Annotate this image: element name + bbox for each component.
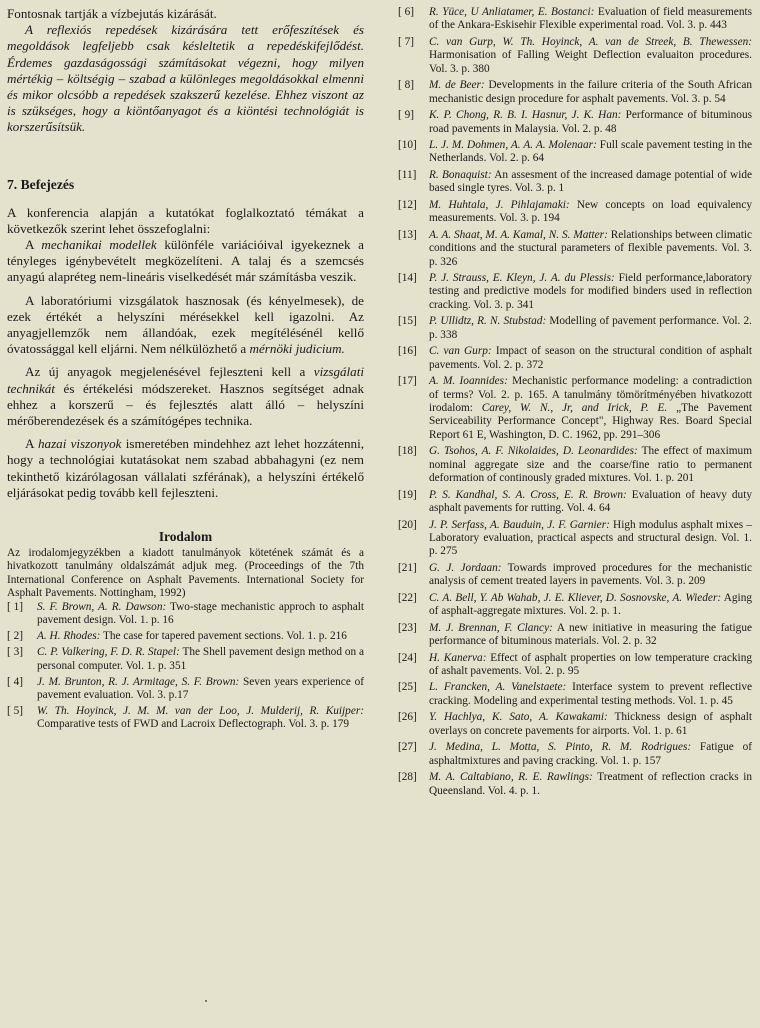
reference-body (429, 375, 752, 442)
reference-item (398, 489, 752, 516)
reference-item (398, 79, 752, 106)
paragraph-mechanikai-emph: mechanikai modellek (41, 237, 157, 253)
reference-body (429, 771, 752, 798)
reference-authors: C. van Gurp, W. Th. Hoyinck, A. van de Streek, B. Thewessen: (429, 35, 752, 48)
paragraph-hazai-a: A (25, 436, 38, 452)
reference-body (429, 622, 752, 649)
reference-body (429, 79, 752, 106)
paragraph-uj-anyagok (7, 364, 364, 429)
reference-cited-authors: Carey, W. N., Jr, and Irick, P. E. (481, 402, 668, 414)
reference-title: The effect of maximum nominal aggregate size and the coarse/fine ratio to permanent deformation of continously graded mixtures. Vol. 1. p. 201 (429, 445, 752, 485)
reference-body (429, 199, 752, 226)
reference-item (398, 622, 752, 649)
reference-body (429, 681, 752, 708)
paragraph-hazai-emph: hazai viszonyok (37, 436, 122, 452)
reference-number: [24] (398, 651, 417, 664)
reference-item (7, 705, 364, 732)
reference-title: Harmonisation of Falling Weight Deflection evaluaiton procedures. Vol. 3. p. 380 (429, 49, 752, 75)
reference-authors: H. Kanerva: (429, 651, 487, 664)
reference-title: Mechanistic performance modeling: a contradiction of terms? Vol. 2. p. 165. A tanulmány tömörítményében hivatkozott irodalom: (429, 375, 752, 414)
reference-authors: P. S. Kandhal, S. A. Cross, E. R. Brown: (429, 488, 627, 501)
reference-number: [16] (398, 345, 417, 358)
reference-title: Developments in the failure criteria of the South African mechanistic design procedure for asphalt pavements. Vol. 3. p. 54 (429, 79, 752, 105)
reference-body (429, 6, 752, 33)
reference-number: [21] (398, 561, 417, 574)
paragraph-mechanikai-b: különféle variációival igyekeznek a tényleges igénybevételt megközelíteni. A talaj és a szemcsés anyagú alapréteg nem-lineáris viselkedését már számításba veszik. (7, 237, 364, 285)
reference-number: [ 8] (398, 79, 414, 92)
reference-item (398, 741, 752, 768)
reference-title: New concepts on load equivalency measurements. Vol. 3. p. 194 (429, 198, 752, 225)
reference-number: [ 9] (398, 109, 414, 122)
reference-authors: A. A. Shaat, M. A. Kamal, N. S. Matter: (429, 228, 608, 241)
reference-authors: Y. Hachlya, K. Sato, A. Kawakami: (429, 711, 608, 724)
reference-item (398, 562, 752, 589)
reference-title: Effect of asphalt properties on low temperature cracking of ashalt pavements. Vol. 2. p. 95 (429, 651, 752, 677)
reference-item (398, 519, 752, 559)
paragraph-laboratoriumi-a: A laboratóriumi vizsgálatok hasznosak (és kényelmesek), de ezek értékét a helyszíni mérésekkel kell igazolni. Az anyagjellemzők nem állandóak, ezek megítélésénél kellő óvatossággal kell eljárni. Nem nélkülözhető a (7, 292, 364, 357)
reference-authors: L. Francken, A. Vanelstaete: (429, 681, 567, 694)
reference-item (398, 771, 752, 798)
reference-item (7, 676, 364, 703)
reference-body (37, 646, 364, 673)
left-column (7, 6, 364, 734)
reference-title: Treatment of reflection cracks in Queensland. Vol. 4. p. 1. (429, 771, 753, 797)
reference-title: Towards improved procedures for the mechanistic analysis of cement treated layers in pavements. Vol. 3. p. 209 (429, 561, 752, 588)
reference-authors: A. H. Rhodes: (37, 630, 101, 643)
reference-number: [10] (398, 139, 417, 152)
reference-authors: K. P. Chong, R. B. I. Hasnur, J. K. Han: (429, 109, 622, 122)
reference-authors: J. M. Brunton, R. J. Armitage, S. F. Brown: (37, 675, 240, 688)
reference-body (429, 489, 752, 516)
paragraph-konferencia-text: A konferencia alapján a kutatókat foglalkoztató témákat a következők szerint lehet összefoglalni: (7, 204, 364, 236)
reference-title: Seven years experience of pavement evaluation. Vol. 3. p.17 (37, 675, 364, 701)
reference-item (398, 169, 752, 196)
reference-body (429, 345, 752, 372)
reference-number: [11] (398, 168, 417, 181)
reference-authors: M. Huhtala, J. Pihlajamaki: (429, 198, 570, 211)
reference-authors: P. Ullidtz, R. N. Stubstad: (429, 315, 547, 328)
reference-body (429, 229, 752, 269)
reference-title: Evaluation of heavy duty asphalt pavements for rutting. Vol. 4. 64 (429, 488, 752, 515)
reference-body (429, 741, 752, 768)
reference-title: Impact of season on the structural condition of asphalt pavements. Vol. 2. p. 372 (429, 345, 753, 371)
reference-number: [12] (398, 198, 417, 211)
paragraph-laboratoriumi-emph: mérnöki judicium. (249, 341, 345, 357)
reference-number: [20] (398, 518, 417, 531)
reference-number: [ 1] (7, 600, 23, 613)
reference-title: An assesment of the increased damage potential of wide based single tyres. Vol. 3. p. 1 (429, 168, 752, 195)
reference-list-left (7, 601, 364, 732)
reference-title: Fatigue of asphaltmixtures and paving cracking. Vol. 1. p. 157 (429, 741, 752, 767)
reference-body (429, 169, 752, 196)
reference-body (429, 519, 752, 559)
reference-body (429, 592, 752, 619)
reference-item (7, 601, 364, 628)
paragraph-hazai-b: ismeretében mindehhez azt lehet hozzátenni, hogy a technológiai kutatásokat nem szabad abbahagyni (ez nem tekinthető kizárólagosan vállalati szférának), a helyszíni értékelő eljárásokat pedig tovább kell fejleszteni. (7, 436, 364, 500)
reference-item (398, 445, 752, 485)
reference-authors: M. A. Caltabiano, R. E. Rawlings: (429, 771, 593, 784)
reference-body (429, 139, 752, 166)
reference-number: [ 2] (7, 630, 23, 643)
reference-authors: C. A. Bell, Y. Ab Wahab, J. E. Kliever, D. Sosnovske, A. Wieder: (429, 591, 722, 604)
reference-title: The Shell pavement design method on a personal computer. Vol. 1. p. 351 (37, 646, 364, 672)
reference-number: [22] (398, 591, 417, 604)
reference-authors: M. J. Brennan, F. Clancy: (429, 621, 553, 634)
reference-authors: J. P. Serfass, A. Bauduin, J. F. Garnier: (429, 518, 610, 531)
reference-title: High modulus asphalt mixes – Laboratory evaluation, practical aspects and structural design. Vol. 1. p. 275 (429, 518, 752, 558)
reference-number: [ 4] (7, 675, 23, 688)
paragraph-konferencia (7, 205, 364, 237)
reference-title: Evaluation of field measurements of the Ankara-Eskisehir Flexible experimental road. Vol. 3. p. 443 (429, 6, 753, 32)
reference-number: [23] (398, 621, 417, 634)
reference-item (398, 36, 752, 76)
reference-authors: C. van Gurp: (429, 345, 492, 358)
reference-authors: L. J. M. Dohmen, A. A. A. Molenaar: (429, 139, 597, 152)
paragraph-mechanikai (7, 237, 364, 286)
reference-item (7, 630, 364, 643)
reference-authors: C. P. Valkering, F. D. R. Stapel: (37, 646, 180, 659)
reference-authors: W. Th. Hoyinck, J. M. M. van der Loo, J. Mulderij, R. Kuijper: (37, 704, 364, 717)
reference-list-right (398, 6, 752, 798)
page-speck (205, 1000, 207, 1002)
reference-title: Thickness design of asphalt overlays on concrete pavements for airports. Vol. 1. p. 61 (429, 711, 752, 737)
reference-body (429, 109, 752, 136)
reference-number: [27] (398, 741, 417, 754)
reference-number: [25] (398, 681, 417, 694)
reference-number: [26] (398, 711, 417, 724)
reference-number: [13] (398, 228, 417, 241)
reference-authors: J. Medina, L. Motta, S. Pinto, R. M. Rodrigues: (429, 741, 692, 754)
reference-body (37, 705, 364, 732)
reference-title: Performance of bituminous road pavements in Malaysia. Vol. 2. p. 48 (429, 109, 752, 135)
reference-title: Aging of asphalt-aggregate mixtures. Vol. 2. p. 1. (429, 591, 752, 618)
reference-body (37, 676, 364, 703)
paragraph-reflexios: A reflexiós repedések kizárására tett erőfeszítések és megoldások legfeljebb csak késleltetik a repedéskifejlődést. Érdemes gazdaságossági számításokat végezni, hogy milyen mértékig – költségig – szabad a különleges megoldásokkal elmenni és mikor olcsóbb a repedések szakszerű kezelése. Ehhez viszont az is szükséges, hogy a kiöntőanyagot és a kiöntési technológiát is korszerűsítsük. (7, 22, 364, 135)
reference-number: [18] (398, 445, 417, 458)
right-column (398, 6, 752, 801)
reference-item (398, 315, 752, 342)
reference-item (398, 109, 752, 136)
reference-item (398, 229, 752, 269)
paragraph-laboratoriumi (7, 293, 364, 358)
reference-authors: R. Yüce, U Anliatamer, E. Bostanci: (429, 6, 595, 18)
reference-authors: M. de Beer: (429, 79, 485, 92)
paragraph-uj-anyagok-b: és értékelési módszereket. Hasznos segítséget adnak ehhez a korszerű – és fejlesztés alatt álló – helyszíni mérőberendezések és a számítógépes technika. (7, 380, 364, 429)
reference-authors: G. J. Jordaan: (429, 561, 502, 574)
reference-item (398, 139, 752, 166)
references-heading: Irodalom (158, 529, 213, 545)
reference-number: [ 3] (7, 646, 23, 659)
reference-title: The case for tapered pavement sections. Vol. 1. p. 216 (100, 630, 347, 643)
reference-item (398, 272, 752, 312)
reference-title: Two-stage mechanistic approch to asphalt pavement design. Vol. 1. p. 16 (37, 600, 364, 627)
reference-item (398, 652, 752, 679)
reference-item (398, 592, 752, 619)
reference-item (398, 375, 752, 442)
paragraph-hazai (7, 436, 364, 501)
reference-title: Comparative tests of FWD and Lacroix Deflectograph. Vol. 3. p. 179 (37, 718, 350, 731)
reference-item (398, 681, 752, 708)
reference-body (429, 711, 752, 738)
reference-number: [17] (398, 375, 417, 388)
reference-number: [ 6] (398, 6, 414, 18)
reference-item (398, 199, 752, 226)
reference-item (398, 345, 752, 372)
paragraph-vizbejutas: Fontosnak tartják a vízbejutás kizárását. (7, 6, 217, 21)
reference-authors: R. Bonaquist: (429, 168, 492, 181)
reference-title: Modelling of pavement performance. Vol. 2. p. 338 (429, 315, 752, 341)
reference-body (429, 445, 752, 485)
paragraph-uj-anyagok-emph: vizsgálati technikát (7, 364, 364, 396)
section-heading-befejezes: 7. Befejezés (7, 176, 75, 192)
reference-number: [15] (398, 315, 417, 328)
reference-item (398, 711, 752, 738)
reference-body (429, 652, 752, 679)
reference-title: Field performance,laboratory testing and predictive models for modified binders used in reflection cracking. Vol. 3. p. 341 (429, 272, 752, 311)
reference-number: [ 5] (7, 704, 23, 717)
reference-body (429, 36, 752, 76)
reference-item (7, 646, 364, 673)
reference-title: Interface system to prevent reflective cracking. Modeling and experimental testing methods. Vol. 1. p. 45 (429, 681, 753, 707)
reference-authors: S. F. Brown, A. R. Dawson: (37, 600, 167, 613)
reference-number: [19] (398, 488, 417, 501)
reference-number: [28] (398, 771, 417, 784)
reference-body (429, 562, 752, 589)
reference-title: A new initiative in measuring the fatigue performance of bituminous materials. Vol. 2. p. 32 (429, 621, 752, 648)
paragraph-mechanikai-a: A (25, 237, 42, 253)
reference-title: Full scale pavement testing in the Netherlands. Vol. 2. p. 64 (429, 139, 752, 165)
reference-body (429, 272, 752, 312)
reference-cited-title: „The Pavement Serviceability Performance Concept", Highway Res. Board Special Report 61 E, Washington, D. C. 1962, pp. 291–306 (429, 402, 753, 441)
reference-title: Relationships between climatic conditions and the stuctural parameters of flexible pavements. Vol. 3. p. 326 (429, 228, 752, 268)
reference-number: [ 7] (398, 35, 414, 48)
references-intro: Az irodalomjegyzékben a kiadott tanulmányok kötetének számát és a hivatkozott tanulmány oldalszámát adjuk meg. (Proceedings of the 7th International Conference on Asphalt Pavements. International Society for Asphalt Pavements. Nottingham, 1992) (7, 547, 364, 600)
reference-authors: A. M. Ioannides: (429, 375, 508, 388)
reference-authors: G. Tsohos, A. F. Nikolaides, D. Leonardides: (429, 445, 638, 458)
reference-item (398, 6, 752, 33)
reference-authors: P. J. Strauss, E. Kleyn, J. A. du Plessis: (429, 272, 615, 285)
reference-body (429, 315, 752, 342)
reference-number: [14] (398, 272, 417, 285)
reference-body (37, 601, 364, 628)
paragraph-uj-anyagok-a: Az új anyagok megjelenésével fejleszteni kell a (25, 364, 314, 380)
reference-body (37, 630, 364, 643)
